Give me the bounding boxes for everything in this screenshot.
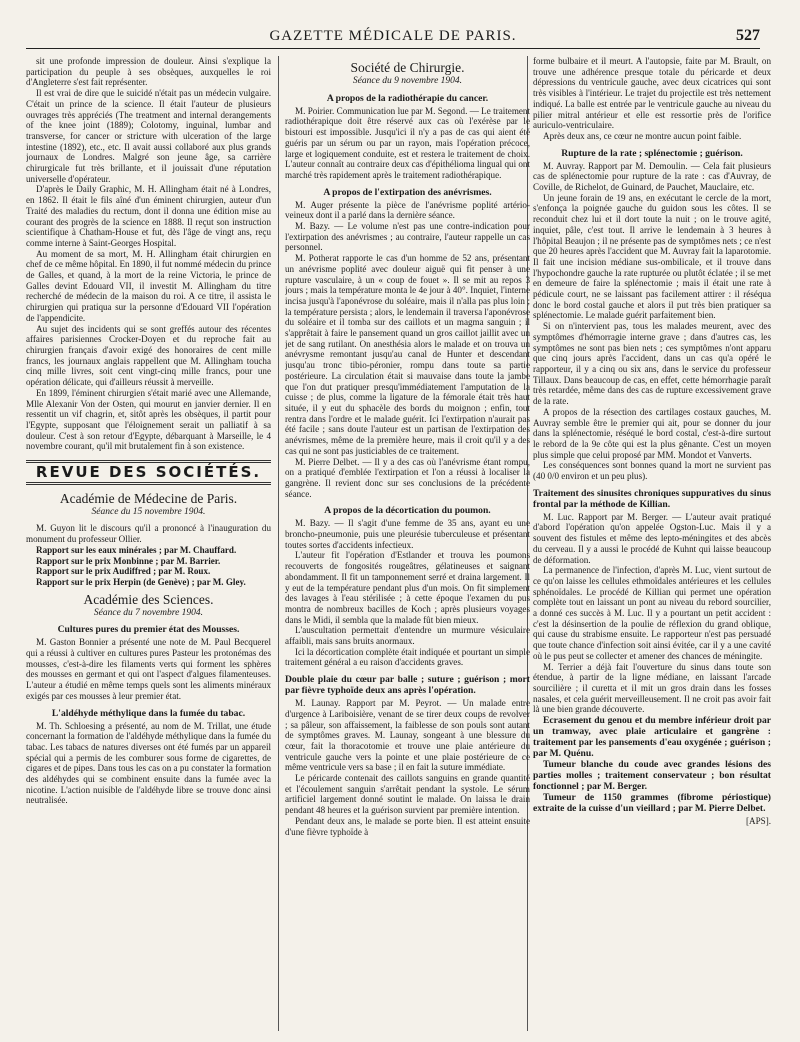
paragraph: Après deux ans, ce cœur ne montre aucun point faible.	[543, 130, 742, 141]
paragraph: M. Luc. Rapport par M. Berger. — L'auteur avait pratiqué d'abord l'opération qu'on appelée Ogston-Luc. Mais il y a souvent des fistules et même des lepto-méningites et des abcès du cerveau. Il y a aussi le procédé de Kuhnt qui laisse beaucoup de déformation.	[533, 511, 771, 565]
closing-item: Tumeur blanche du coude avec grandes lésions des parties molles ; traitement conservateur ; bon résultat fonctionnel ; par M. Berger.	[533, 759, 771, 793]
meeting-item	[26, 556, 271, 567]
subsection-heading: A propos de la radiothérapie du cancer.	[326, 92, 489, 104]
section-date: Séance du 15 novembre 1904.	[91, 506, 206, 517]
column-2	[285, 56, 530, 1028]
paragraph: La permanence de l'infection, d'après M. Luc, vient surtout de ce qu'on laisse les cellules ethmoïdales antérieures et les cellules sphénoïdales. Le procédé de Killian qui permet une opération complète tout en laissant un pont au niveau du rebord sourcilier, a donné ces succès à M. Luc. Il y a pourtant un petit accident : c'est la désinsertion de la poulie de réflexion du grand oblique, qui cause du strabisme ensuite. Le rapporteur n'est pas persuadé que toute chance d'infection soit ainsi évitée, car il y a une cavité où le pus peut se collecter et amener des chances de méningite.	[533, 565, 771, 661]
paragraph: M. Terrier a déjà fait l'ouverture du sinus dans toute son étendue, à partir de la ligne médiane, en laissant l'arcade sourcilière ; il curetta et il mit un gros drain dans les fosses nasales, et cela guérit merveilleusement. Il ne croit pas avoir fait là une bien grande découverte.	[533, 661, 771, 715]
paragraph: M. Bazy. — Le volume n'est pas une contre-indication pour l'extirpation des anévrismes ; au contraire, l'auteur rappelle un cas personnel.	[285, 221, 530, 253]
meeting-item-bold: Rapport sur le prix Herpin (de Genève) ; par M. Gley.	[36, 576, 246, 587]
column-1	[26, 56, 271, 1028]
subsection-heading: Double plaie du cœur par balle ; suture ; guérison ; mort par fièvre typhoïde deux ans après l'opération.	[285, 674, 530, 697]
paragraph: M. Gaston Bonnier a présenté une note de M. Paul Becquerel qui a réussi à cultiver en cultures pures Pasteur les protonémas des mousses, c'est-à-dire les filaments verts qui forment les sphères des mousses en germant et qui ont l'aspect d'algues filamenteuses. L'auteur a étudié en même temps quels sont les aliments minéraux exigés par ces mousses à leur premier état.	[26, 637, 271, 701]
paragraph: Un jeune forain de 19 ans, en exécutant le cercle de la mort, s'enfonça la poignée gauche du guidon sous les côtes. Il se reconduit chez lui et il dort toute la nuit ; on le trouve agité, inquiet, pâle, c'est tout. Il arrive le lendemain à 3 heures à l'hôpital Beaujon ; il ne présente pas de symptômes nets ; ce n'est que 20 heures après l'accident que M. Auvray fait la laparotomie. Il fait une incision médiane sus-ombilicale, et il trouve dans l'hypochondre gauche la rate rupturée ou plutôt éclatée ; il se met en demeure de faire la splénectomie ; mais il était une rate à pédicule court, ne se laissant pas facilement attirer : il réséqua donc le bord costal gauche et alors il put très bien pratiquer sa splénectomie. Le malade guérit parfaitement bien.	[533, 192, 771, 321]
paragraph: D'après le Daily Graphic, M. H. Allingham était né à Londres, en 1862. Il était le fils aîné d'un éminent chirurgien, auteur d'un Traité des maladies du rectum, dont il donna une édition mise au courant des progrès de la science en 1888. Il reçut son instruction scientifique à Chatham-House et fut, dès l'âge de vingt ans, reçu comme interne à Saint-Georges Hospital.	[26, 184, 271, 248]
paragraph: Le péricarde contenait des caillots sanguins en grande quantité et l'écoulement sanguin s'arrêtait pendant la systole. Le sérum artificiel largement donné soutint le malade. On laissa le drain pendant 48 heures et la guérison survient par première intention.	[285, 773, 530, 816]
meeting-item-bold: Rapport sur le prix Audiffred ; par M. Roux.	[36, 566, 211, 577]
paragraph: L'auteur fit l'opération d'Estlander et trouva les poumons recouverts de fongosités rougeâtres, gélatineuses et saignant abondamment. Il fit un tamponnement serré et draina largement. Il y eut de la température pendant plus d'un mois. On fit simplement des lavages à l'eau stérilisée ; à cette époque l'examen du pus montra de nombreux bacilles de Koch ; après plusieurs voyages dans le Midi, il sembla que la malade fût bien mieux.	[285, 550, 530, 625]
paragraph: A propos de la résection des cartilages costaux gauches, M. Auvray semble être le premier qui ait, pour se donner du jour dans la splénectomie, réséqué le bord costal, c'est-à-dire surtout le rebord de la 9e côte qui est la plus gênante. C'est un moyen plus simple que celui proposé par MM. Mondot et Vanverts.	[533, 406, 771, 460]
journal-title: GAZETTE MÉDICALE DE PARIS.	[269, 28, 517, 44]
subsection-heading: Cultures pures du premier état des Mousses.	[57, 624, 240, 636]
signature: [APS].	[745, 816, 771, 827]
paragraph: M. Auvray. Rapport par M. Demoulin. — Cela fait plusieurs cas de splénectomie pour rupture de la rate : cas d'Auvray, de Coville, de Richelot, de Guinard, de Pauchet, Mauclaire, etc.	[533, 160, 771, 193]
page-header	[26, 26, 760, 49]
subsection-heading: A propos de l'extirpation des anévrismes.	[323, 186, 492, 198]
paragraph: M. Bazy. — Il s'agit d'une femme de 35 ans, ayant eu une broncho-pneumonie, puis une pleurésie tuberculeuse et présentant toutes sortes d'accidents infectieux.	[285, 518, 530, 550]
column-divider	[278, 56, 279, 1031]
paragraph: L'auscultation permettait d'entendre un murmure vésiculaire affaibli, mais sans bruits anormaux.	[285, 625, 530, 647]
paragraph: M. Th. Schloesing a présenté, au nom de M. Trillat, une étude concernant la formation de l'aldéhyde méthylique dans la fumée du tabac. Les tabacs de natures diverses ont été fumés par un appareil spécial qui a permis de les comburer sous forme de cigarettes, de cigares et de pipes. Dans tous les cas on a pu constater la formation des aldéhydes qui se combinent ensuite dans la fumée avec la nicotine. L'action nuisible de l'aldéhyde libre se trouve donc ainsi neutralisée.	[26, 720, 271, 806]
section-title: Académie de Médecine de Paris.	[59, 490, 238, 506]
meeting-item-bold: Rapport sur les eaux minérales ; par M. Chauffard.	[36, 544, 237, 555]
section-date: Séance du 7 novembre 1904.	[93, 607, 204, 618]
section-title: Académie des Sciences.	[83, 591, 214, 607]
paragraph: Au sujet des incidents qui se sont greffés autour des récentes affaires parisiennes Crocker-Doyen et du reproche fait au chirurgien français d'avoir exigé des honoraires de cent mille francs, les journaux anglais rappellent que M. Allingham toucha cinq mille livres, soit cent vingt-cinq mille francs, pour une opération délicate, qui d'ailleurs réussit à merveille.	[26, 323, 271, 388]
subsection-heading: Rupture de la rate ; splénectomie ; guérison.	[561, 147, 743, 159]
paragraph: Pendant deux ans, le malade se porte bien. Il est atteint ensuite d'une fièvre typhoïde à	[285, 815, 530, 837]
paragraph: M. Poirier. Communication lue par M. Segond. — Le traitement radiothérapique doit être réservé aux cas où l'exérèse par le bistouri est impossible. Jusqu'ici il n'y a pas de cas qui aient été guéris par un sérum ou par un rayon, mais l'opération précoce, large et logiquement conduite, est et restera le traitement de choix. L'auteur connaît au contraire deux cas d'épithélioma lingual qui ont marché très rapidement après le traitement radiothérapique.	[285, 105, 530, 180]
paragraph: Au moment de sa mort, M. H. Allingham était chirurgien en chef de ce même hôpital. En 1890, il fut nommé médecin du prince de Galles, et quand, à la mort de la reine Victoria, le prince de Galles devint Edouard VII, il investit M. Allingham du titre recherché de médecin de la maison du roi. A ce titre, il assista le chirurgien qui pratiqua sur la personne d'Edouard VII l'opération de l'appendicite.	[26, 248, 271, 323]
paragraph: Il est vrai de dire que le suicidé n'était pas un médecin vulgaire. C'était un prince de la science. Il était l'auteur de plusieurs ouvrages très appréciés (The treatment and internal derangements of the knee joint (1889); Colotomy, inguinal, lumbar and transverse, for cancer or stricture with ulceration of the large intestine (1892), etc., etc. Il avait aussi collaboré aux plus grands journaux de Londres. Malgré son jeune âge, sa carrière chirurgicale fut très brillante, et il jouissait d'une réputation universelle d'opérateur.	[26, 88, 271, 184]
section-title: Société de Chirurgie.	[350, 60, 465, 75]
closing-item: Tumeur de 1150 grammes (fibrome périostique) extraite de la cuisse d'un vieillard ; par M. Pierre Delbet.	[533, 792, 771, 815]
meeting-item	[26, 566, 271, 577]
meeting-item: M. Guyon lit le discours qu'il a prononcé à l'inauguration du monument du professeur Ollier.	[26, 523, 271, 545]
column-3	[533, 56, 771, 1028]
subsection-heading: Traitement des sinusites chroniques suppuratives du sinus frontal par la méthode de Killian.	[533, 487, 771, 510]
paragraph: M. Auger présente la pièce de l'anévrisme poplité artério-veineux dont il a parlé dans la dernière séance.	[285, 199, 530, 221]
paragraph: Les conséquences sont bonnes quand la mort ne survient pas (40 0/0 environ et un peu plus).	[533, 460, 771, 482]
paragraph: En 1899, l'éminent chirurgien s'était marié avec une Allemande, Mlle Alexanir Von der Osten, qui mourut en janvier dernier. Il en ressentit un vif chagrin, et, sitôt après les obsèques, il partit pour l'Egypte, supposant que l'éloignement serait un palliatif à sa douleur. C'est à son retour d'Egypte, débarquant à Marseille, le 4 novembre courant, qu'il mit brutalement fin à son existence.	[26, 387, 271, 452]
paragraph: M. Pierre Delbet. — Il y a des cas où l'anévrisme étant rompu, on a pratiqué d'emblée l'extirpation et l'on a réussi à localiser la gangrène. Il revient donc sur ses conclusions de la précédente séance.	[285, 456, 530, 499]
meeting-item	[26, 577, 271, 588]
revue-des-societes-banner: REVUE DES SOCIÉTÉS.	[26, 460, 271, 485]
page-number: 527	[736, 27, 760, 44]
paragraph: forme bulbaire et il meurt. A l'autopsie, faite par M. Brault, on trouve une adhérence presque totale du péricarde et deux dépressions du ventricule gauche, avec deux cicatrices qui sont très visibles à l'intérieur. Le trajet du projectile est très nettement indiqué. La balle est entrée par le ventricule gauche au niveau du pilier mitral antérieur et elle est ressortie près de l'orifice auriculo-ventriculaire.	[533, 56, 771, 131]
paragraph: Ici la décortication complète était indiquée et pourtant un simple traitement général a eu raison d'accidents graves.	[285, 646, 530, 668]
subsection-heading: A propos de la décortication du poumon.	[324, 505, 491, 517]
subsection-heading: L'aldéhyde méthylique dans la fumée du tabac.	[51, 707, 246, 719]
closing-item: Ecrasement du genou et du membre inférieur droit par un tramway, avec plaie articulaire et gangrène : traitement par les pansements d'eau oxygénée ; guérison ; par M. Quénu.	[533, 715, 771, 760]
meeting-item	[26, 545, 271, 556]
paragraph: M. Potherat rapporte le cas d'un homme de 52 ans, présentant un anévrisme poplité avec douleur aiguë qui fit penser à une rupture vasculaire, à un « coup de fouet ». Il se mit au repos 3 jours ; mais la température monta le 4e jour à 40°. Inquiet, l'interne incisa jusqu'à l'aponévrose du soléaire, mais il n'alla pas plus loin ; la température persista ; alors, le lendemain il traversa l'aponévrose du soléaire et il tomba sur des caillots et un magma sanguin ; il s'apprêtait à faire le pansement quand un gros caillot jaillit avec un jet de sang rutilant. On anesthésia alors le malade et on trouva un anévrysme remontant jusqu'au canal de Hunter et descendant jusqu'au tronc tibio-péronier, rompu dans toute sa partie postérieure. La circulation était si mauvaise dans toute la jambe que l'on dut pratiquer presqu'immédiatement l'amputation de la cuisse ; de plus, comme la ligature de la fémorale était très haut située, il y eut du sphacèle des bords du moignon ; enfin, tout rentra dans l'ordre et le malade guérit. Ici l'extirpation n'aurait pas été facile ; sans doute l'auteur est un partisan de l'extirpation des anévrismes, même de la première heure, mais il croit qu'il y a des cas qui ne sont pas justiciables de ce traitement.	[285, 253, 530, 456]
section-date: Séance du 9 novembre 1904.	[352, 76, 463, 86]
meeting-item-bold: Rapport sur le prix Monbinne ; par M. Barrier.	[36, 555, 221, 566]
paragraph: M. Launay. Rapport par M. Peyrot. — Un malade entre d'urgence à Lariboisière, venant de se tirer deux coups de revolver ; sa pâleur, son affaissement, la faiblesse de son pouls sont autant de symptômes graves. M. Launay, songeant à une blessure du cœur, fait la thoracotomie et trouve une plaie antérieure du ventricule gauche vers la pointe et une plaie postérieure de ce même ventricule vers sa base ; il en fait la suture immédiate.	[285, 698, 530, 773]
paragraph: sit une profonde impression de douleur. Ainsi s'explique la participation du peuple à ses obsèques, auxquelles le roi d'Angleterre s'est fait représenter.	[26, 56, 271, 88]
paragraph: Si on n'intervient pas, tous les malades meurent, avec des symptômes d'hémorragie interne grave ; dans d'autres cas, les symptômes ne sont pas bien nets ; ces symptômes n'ont apparu que cinq jours après l'accident, dans un cas qu'a opéré le rapporteur, il y a cinq ou six ans, dans le service du professeur Tillaux. Dans beaucoup de cas, en effet, cette hémorrhagie paraît très retardée, même dans des cas de rupture excessivement grave de la rate.	[533, 321, 771, 407]
